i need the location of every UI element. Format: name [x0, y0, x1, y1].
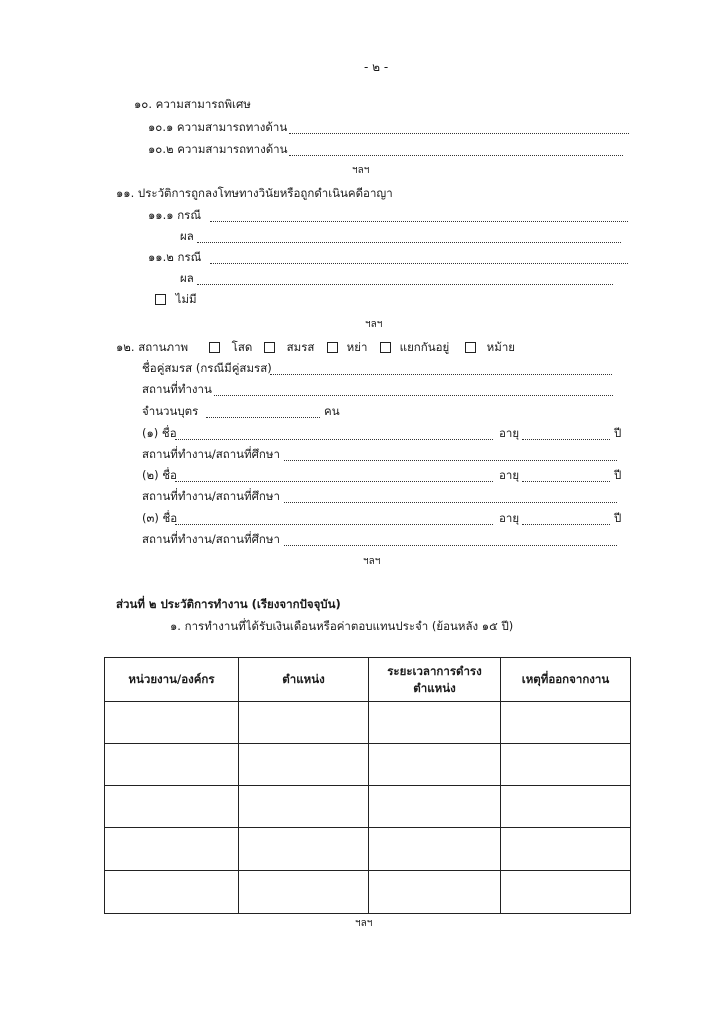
col-header-tenure: ระยะเวลาการดำรง ตำแหน่ง: [369, 658, 501, 702]
section-11-1-label: ๑๑.๑ กรณี: [148, 208, 202, 222]
section-12-title: ๑๒. สถานภาพ: [116, 340, 189, 354]
child-3-workplace-field[interactable]: [284, 545, 617, 546]
section-10-2-field[interactable]: [289, 155, 623, 156]
etc-mark-part-2: ฯลฯ: [355, 918, 373, 929]
table-cell[interactable]: [239, 786, 369, 828]
table-cell[interactable]: [501, 828, 631, 871]
status-divorced-checkbox[interactable]: [327, 342, 338, 353]
section-11-title: ๑๑. ประวัติการถูกลงโทษทางวินัยหรือถูกดำเนินคดีอาญา: [116, 186, 393, 200]
table-cell[interactable]: [105, 871, 239, 914]
table-cell[interactable]: [369, 828, 501, 871]
child-3-workplace-label: สถานที่ทำงาน/สถานที่ศึกษา: [142, 532, 280, 546]
child-1-name-field[interactable]: [175, 439, 493, 440]
child-2-workplace-field[interactable]: [284, 502, 617, 503]
child-2-age-field[interactable]: [522, 481, 610, 482]
child-3-age-label: อายุ: [499, 511, 520, 525]
etc-mark-12: ฯลฯ: [363, 556, 381, 567]
work-history-table: [104, 657, 631, 914]
section-10-1-field[interactable]: [289, 133, 629, 134]
spouse-name-label: ชื่อคู่สมรส (กรณีมีคู่สมรส): [142, 361, 272, 375]
table-cell[interactable]: [239, 828, 369, 871]
part-2-subheading: ๑. การทำงานที่ได้รับเงินเดือนหรือค่าตอบแทนประจำ (ย้อนหลัง ๑๕ ปี): [170, 619, 514, 633]
section-11-2-result-field[interactable]: [197, 284, 613, 285]
no-record-checkbox[interactable]: [155, 294, 166, 305]
status-widowed-checkbox[interactable]: [465, 342, 476, 353]
table-row: [105, 702, 631, 744]
status-married-option[interactable]: [264, 340, 314, 354]
table-cell[interactable]: [239, 702, 369, 744]
child-1-age-label: อายุ: [499, 426, 520, 440]
table-cell[interactable]: [369, 786, 501, 828]
child-3-age-field[interactable]: [522, 524, 610, 525]
col-header-position: ตำแหน่ง: [239, 658, 369, 702]
table-cell[interactable]: [501, 786, 631, 828]
table-cell[interactable]: [369, 702, 501, 744]
no-record-option[interactable]: [155, 292, 197, 306]
table-cell[interactable]: [239, 744, 369, 786]
table-cell[interactable]: [239, 871, 369, 914]
section-10-1-label: ๑๐.๑ ความสามารถทางด้าน: [148, 120, 288, 134]
table-row: [105, 786, 631, 828]
table-cell[interactable]: [369, 744, 501, 786]
section-11-2-result-label: ผล: [180, 271, 194, 285]
section-11-2-case-field[interactable]: [210, 263, 628, 264]
page-number: - ๒ -: [364, 60, 389, 74]
child-1-name-label: (๑) ชื่อ: [142, 426, 177, 440]
child-3-name-label: (๓) ชื่อ: [142, 511, 178, 525]
section-10-2-label: ๑๐.๒ ความสามารถทางด้าน: [148, 142, 288, 156]
child-1-workplace-field[interactable]: [284, 460, 617, 461]
table-cell[interactable]: [501, 702, 631, 744]
status-widowed-option[interactable]: [465, 340, 515, 354]
child-2-name-field[interactable]: [175, 481, 493, 482]
spouse-workplace-field[interactable]: [214, 395, 613, 396]
etc-mark-10: ฯลฯ: [352, 165, 370, 176]
status-widowed-label: หม้าย: [486, 340, 516, 354]
table-cell[interactable]: [105, 702, 239, 744]
col-header-organization: หน่วยงาน/องค์กร: [105, 658, 239, 702]
status-single-option[interactable]: [209, 340, 252, 354]
child-1-age-field[interactable]: [522, 439, 610, 440]
table-row: [105, 744, 631, 786]
section-11-1-result-field[interactable]: [197, 242, 621, 243]
status-married-checkbox[interactable]: [264, 342, 275, 353]
status-separated-label: แยกกันอยู่: [399, 340, 450, 354]
spouse-name-field[interactable]: [270, 374, 612, 375]
child-3-name-field[interactable]: [175, 524, 493, 525]
no-record-label: ไม่มี: [175, 292, 197, 306]
spouse-workplace-label: สถานที่ทำงาน: [142, 382, 212, 396]
status-separated-option[interactable]: [380, 340, 449, 354]
table-cell[interactable]: [501, 871, 631, 914]
status-single-checkbox[interactable]: [209, 342, 220, 353]
children-count-field[interactable]: [206, 417, 320, 418]
table-cell[interactable]: [105, 744, 239, 786]
children-count-label: จำนวนบุตร: [142, 404, 199, 418]
child-2-name-label: (๒) ชื่อ: [142, 468, 177, 482]
status-single-label: โสด: [231, 340, 253, 354]
etc-mark-11: ฯลฯ: [365, 319, 383, 330]
table-cell[interactable]: [501, 744, 631, 786]
table-row: [105, 828, 631, 871]
child-2-workplace-label: สถานที่ทำงาน/สถานที่ศึกษา: [142, 489, 280, 503]
child-1-year-unit: ปี: [614, 426, 622, 440]
table-row: [105, 871, 631, 914]
child-2-year-unit: ปี: [614, 468, 622, 482]
table-cell[interactable]: [105, 828, 239, 871]
table-cell[interactable]: [369, 871, 501, 914]
section-11-1-result-label: ผล: [180, 229, 194, 243]
child-3-year-unit: ปี: [614, 511, 622, 525]
table-cell[interactable]: [105, 786, 239, 828]
status-separated-checkbox[interactable]: [380, 342, 391, 353]
status-divorced-label: หย่า: [346, 340, 368, 354]
table-header-row: [105, 658, 631, 702]
section-11-2-label: ๑๑.๒ กรณี: [148, 250, 202, 264]
section-11-1-case-field[interactable]: [210, 221, 628, 222]
status-married-label: สมรส: [286, 340, 315, 354]
part-2-heading: ส่วนที่ ๒ ประวัติการทำงาน (เรียงจากปัจจุบัน): [116, 597, 341, 611]
child-1-workplace-label: สถานที่ทำงาน/สถานที่ศึกษา: [142, 447, 280, 461]
status-divorced-option[interactable]: [327, 340, 367, 354]
children-unit-label: คน: [324, 404, 340, 418]
child-2-age-label: อายุ: [499, 468, 520, 482]
section-10-title: ๑๐. ความสามารถพิเศษ: [134, 97, 251, 111]
col-header-reason-left: เหตุที่ออกจากงาน: [501, 658, 631, 702]
